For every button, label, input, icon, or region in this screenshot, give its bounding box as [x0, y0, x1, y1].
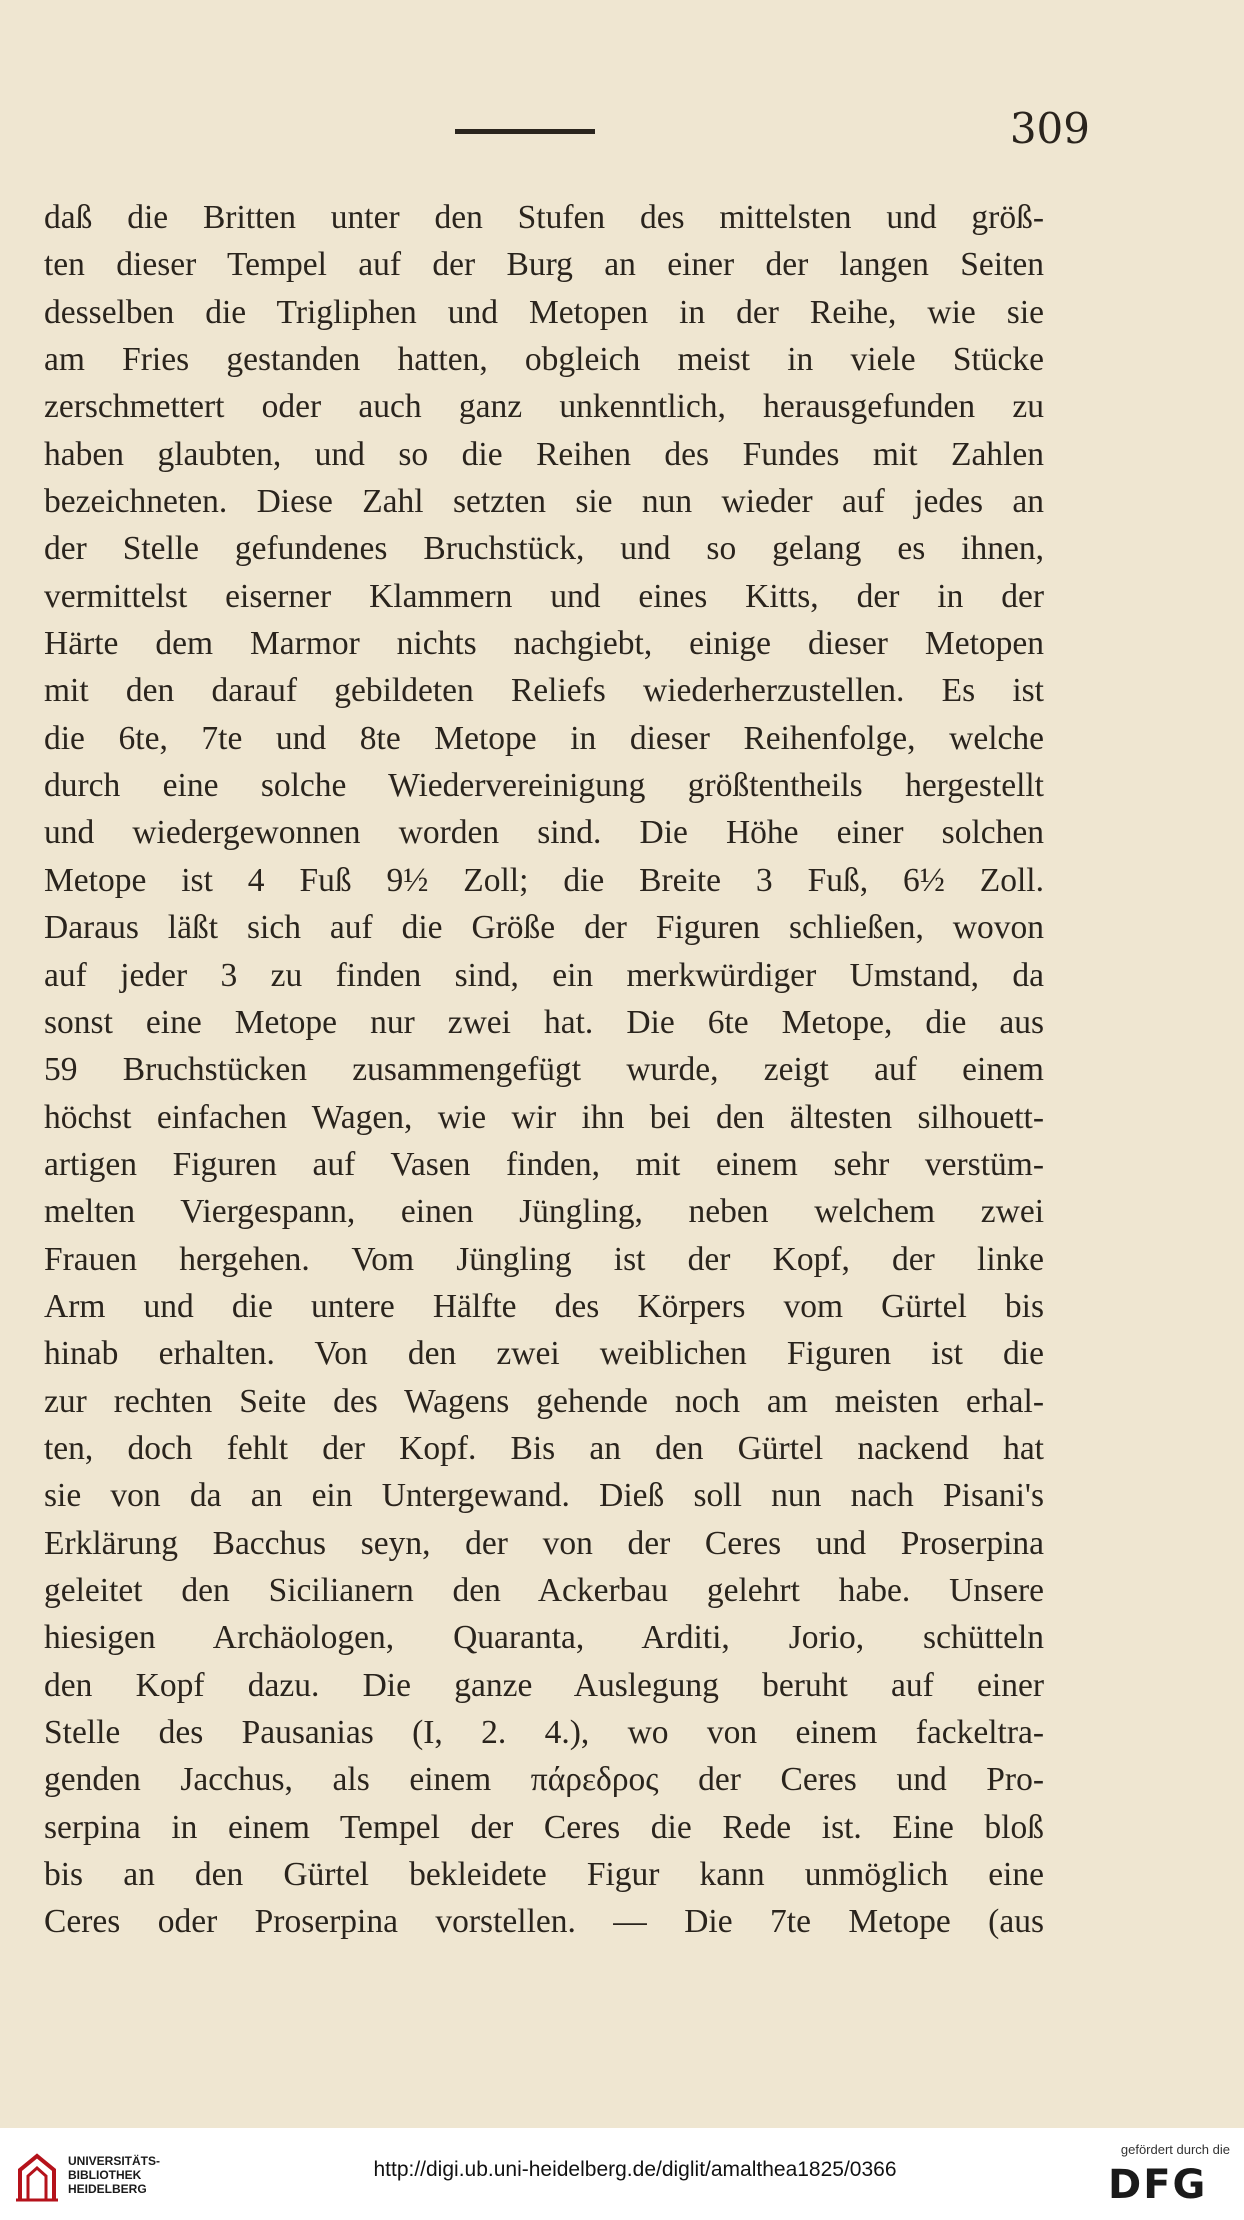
- library-name: [68, 2154, 188, 2196]
- text-line: sie von da an ein Untergewand. Dieß soll nun nach Pisani's: [44, 1477, 1044, 1515]
- library-name-line: UNIVERSITÄTS-: [68, 2154, 161, 2168]
- heidelberg-library-logo-icon: [14, 2150, 60, 2204]
- text-line: höchst einfachen Wagen, wie wir ihn bei den ältesten silhouett-: [44, 1098, 1044, 1136]
- text-line: bezeichneten. Diese Zahl setzten sie nun wieder auf jedes an: [44, 483, 1044, 521]
- text-line: geleitet den Sicilianern den Ackerbau gelehrt habe. Unsere: [44, 1571, 1044, 1609]
- page-number: 309: [1009, 104, 1090, 153]
- text-line: Arm und die untere Hälfte des Körpers vom Gürtel bis: [44, 1287, 1044, 1325]
- text-line: die 6te, 7te und 8te Metope in dieser Reihenfolge, welche: [44, 719, 1044, 757]
- text-line: Stelle des Pausanias (I, 2. 4.), wo von einem fackeltra-: [44, 1714, 1044, 1751]
- text-line: auf jeder 3 zu finden sind, ein merkwürdiger Umstand, da: [44, 956, 1044, 994]
- body-text: [44, 194, 1044, 1946]
- text-line: serpina in einem Tempel der Ceres die Rede ist. Eine bloß: [44, 1808, 1044, 1846]
- funded-by-label: gefördert durch die: [1120, 2142, 1230, 2157]
- text-line: Daraus läßt sich auf die Größe der Figuren schließen, wovon: [44, 909, 1044, 947]
- text-line: der Stelle gefundenes Bruchstück, und so gelang es ihnen,: [44, 530, 1044, 568]
- text-line: den Kopf dazu. Die ganze Auslegung beruht auf einer: [44, 1666, 1044, 1704]
- text-line: hinab erhalten. Von den zwei weiblichen Figuren ist die: [44, 1335, 1044, 1373]
- text-line: Härte dem Marmor nichts nachgiebt, einige dieser Metopen: [44, 625, 1044, 663]
- text-line: genden Jacchus, als einem πάρεδρος der Ceres und Pro-: [44, 1761, 1044, 1799]
- text-line: und wiedergewonnen worden sind. Die Höhe einer solchen: [44, 814, 1044, 852]
- text-line: Ceres oder Proserpina vorstellen. — Die 7te Metope (aus: [44, 1903, 1044, 1941]
- library-name-line: HEIDELBERG: [68, 2182, 147, 2196]
- dfg-logo-icon: DFG: [1108, 2162, 1208, 2208]
- text-line: daß die Britten unter den Stufen des mittelsten und größ-: [44, 199, 1044, 236]
- text-line: am Fries gestanden hatten, obgleich meist in viele Stücke: [44, 341, 1044, 379]
- text-line: Erklärung Bacchus seyn, der von der Ceres und Proserpina: [44, 1524, 1044, 1562]
- text-line: sonst eine Metope nur zwei hat. Die 6te Metope, die aus: [44, 1003, 1044, 1041]
- text-line: melten Viergespann, einen Jüngling, neben welchem zwei: [44, 1193, 1044, 1231]
- library-name-line: BIBLIOTHEK: [68, 2168, 142, 2182]
- text-line: hiesigen Archäologen, Quaranta, Arditi, Jorio, schütteln: [44, 1619, 1044, 1657]
- text-line: zur rechten Seite des Wagens gehende noch am meisten erhal-: [44, 1382, 1044, 1420]
- text-line: 59 Bruchstücken zusammengefügt wurde, zeigt auf einem: [44, 1051, 1044, 1089]
- text-line: bis an den Gürtel bekleidete Figur kann unmöglich eine: [44, 1856, 1044, 1894]
- text-line: zerschmettert oder auch ganz unkenntlich, herausgefunden zu: [44, 388, 1044, 426]
- text-line: mit den darauf gebildeten Reliefs wiederherzustellen. Es ist: [44, 672, 1044, 710]
- source-url[interactable]: http://digi.ub.uni-heidelberg.de/diglit/amalthea1825/0366: [373, 2158, 897, 2181]
- text-line: vermittelst eiserner Klammern und eines Kitts, der in der: [44, 577, 1044, 615]
- text-line: artigen Figuren auf Vasen finden, mit einem sehr verstüm-: [44, 1145, 1044, 1183]
- footer-bar: [0, 2128, 1244, 2220]
- text-line: Metope ist 4 Fuß 9½ Zoll; die Breite 3 Fuß, 6½ Zoll.: [44, 861, 1044, 899]
- header-rule: [455, 129, 595, 134]
- text-line: ten dieser Tempel auf der Burg an einer der langen Seiten: [44, 246, 1044, 284]
- text-line: ten, doch fehlt der Kopf. Bis an den Gürtel nackend hat: [44, 1429, 1044, 1467]
- text-line: haben glaubten, und so die Reihen des Fundes mit Zahlen: [44, 435, 1044, 473]
- text-line: desselben die Trigliphen und Metopen in der Reihe, wie sie: [44, 293, 1044, 331]
- text-line: Frauen hergehen. Vom Jüngling ist der Kopf, der linke: [44, 1240, 1044, 1278]
- text-line: durch eine solche Wiedervereinigung größtentheils hergestellt: [44, 767, 1044, 805]
